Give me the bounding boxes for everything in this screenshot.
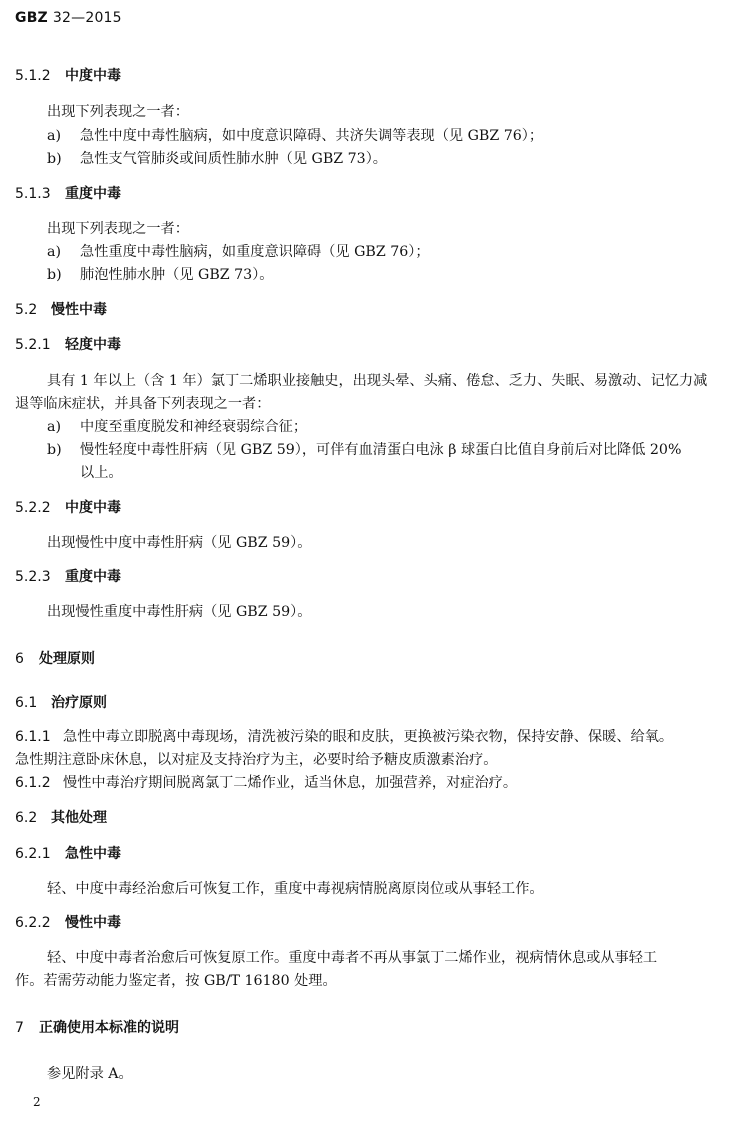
section-heading-6-2 <box>15 808 107 828</box>
section-title: 中度中毒 <box>65 68 121 84</box>
section-number: 5.2.2 <box>15 500 51 516</box>
paragraph-line: 参见附录 A。 <box>47 1066 133 1082</box>
paragraph-line: 作。若需劳动能力鉴定者，按 GB/T 16180 处理。 <box>15 973 337 989</box>
clause-6-1-1 <box>15 727 673 747</box>
list-item-text: 急性支气管肺炎或间质性肺水肿（见 GBZ 73）。 <box>80 151 387 167</box>
section-title: 慢性中毒 <box>65 915 121 931</box>
standard-code: GBZ <box>15 10 48 26</box>
list-item-text: 慢性轻度中毒性肝病（见 GBZ 59），可伴有血清蛋白电泳 β 球蛋白比值自身前后对比降低 20% <box>80 442 682 458</box>
section-heading-5-2-1 <box>15 335 121 355</box>
paragraph-line: 出现慢性中度中毒性肝病（见 GBZ 59）。 <box>47 535 312 551</box>
section-heading-6-2-1 <box>15 844 121 864</box>
section-title: 中度中毒 <box>65 500 121 516</box>
section-number: 6 <box>15 651 24 667</box>
list-item-label: a) <box>47 419 61 435</box>
chapter-heading-6 <box>15 649 95 669</box>
page-number: 2 <box>33 1095 41 1109</box>
clause-text: 急性中毒立即脱离中毒现场，清洗被污染的眼和皮肤，更换被污染衣物，保持安静、保暖、给氧。 <box>63 729 674 745</box>
standard-header <box>15 10 122 26</box>
section-number: 5.2.3 <box>15 569 51 585</box>
list-item-label: a) <box>47 244 61 260</box>
section-number: 5.1.2 <box>15 68 51 84</box>
list-item-text: 急性中度中毒性脑病，如中度意识障碍、共济失调等表现（见 GBZ 76）； <box>80 128 544 144</box>
section-title: 慢性中毒 <box>51 302 107 318</box>
intro-text: 出现下列表现之一者： <box>47 104 189 120</box>
section-number: 5.1.3 <box>15 186 51 202</box>
section-number: 6.2.2 <box>15 915 51 931</box>
section-title: 急性中毒 <box>65 846 121 862</box>
clause-number: 6.1.1 <box>15 729 51 745</box>
section-number: 5.2 <box>15 302 38 318</box>
section-title: 治疗原则 <box>51 695 107 711</box>
section-heading-5-2-2 <box>15 498 121 518</box>
paragraph-line: 轻、中度中毒经治愈后可恢复工作，重度中毒视病情脱离原岗位或从事轻工作。 <box>47 881 544 897</box>
section-number: 6.1 <box>15 695 38 711</box>
paragraph-line: 出现慢性重度中毒性肝病（见 GBZ 59）。 <box>47 604 312 620</box>
clause-number: 6.1.2 <box>15 775 51 791</box>
section-title: 重度中毒 <box>65 186 121 202</box>
paragraph-line: 急性期注意卧床休息，以对症及支持治疗为主，必要时给予糖皮质激素治疗。 <box>15 752 498 768</box>
section-heading-5-1-3 <box>15 184 121 204</box>
chapter-heading-7 <box>15 1018 179 1038</box>
section-title: 重度中毒 <box>65 569 121 585</box>
section-number: 6.2.1 <box>15 846 51 862</box>
intro-text: 出现下列表现之一者： <box>47 221 189 237</box>
list-item-text: 肺泡性肺水肿（见 GBZ 73）。 <box>80 267 274 283</box>
section-title: 轻度中毒 <box>65 337 121 353</box>
section-heading-5-2 <box>15 300 107 320</box>
list-item-continuation: 以上。 <box>80 465 123 481</box>
clause-text: 慢性中毒治疗期间脱离氯丁二烯作业，适当休息，加强营养，对症治疗。 <box>63 775 518 791</box>
clause-6-1-2 <box>15 773 517 793</box>
standard-year: 32—2015 <box>52 10 122 26</box>
list-item-label: b) <box>47 267 62 283</box>
list-item-label: a) <box>47 128 61 144</box>
paragraph-line: 轻、中度中毒者治愈后可恢复原工作。重度中毒者不再从事氯丁二烯作业，视病情休息或从事轻工 <box>47 950 658 966</box>
section-title: 其他处理 <box>51 810 107 826</box>
section-title: 处理原则 <box>39 651 95 667</box>
list-item-text: 急性重度中毒性脑病，如重度意识障碍（见 GBZ 76）； <box>80 244 430 260</box>
section-number: 7 <box>15 1020 24 1036</box>
paragraph-line: 退等临床症状，并具备下列表现之一者： <box>15 396 271 412</box>
list-item-text: 中度至重度脱发和神经衰弱综合征； <box>80 419 308 435</box>
section-heading-6-2-2 <box>15 913 121 933</box>
section-number: 5.2.1 <box>15 337 51 353</box>
section-heading-5-1-2 <box>15 66 121 86</box>
paragraph-line: 具有 1 年以上（含 1 年）氯丁二烯职业接触史，出现头晕、头痛、倦怠、乏力、失眠、易激动、记忆力减 <box>47 373 708 389</box>
list-item-label: b) <box>47 151 62 167</box>
section-heading-5-2-3 <box>15 567 121 587</box>
section-heading-6-1 <box>15 693 107 713</box>
list-item-label: b) <box>47 442 62 458</box>
section-number: 6.2 <box>15 810 38 826</box>
section-title: 正确使用本标准的说明 <box>39 1020 179 1036</box>
